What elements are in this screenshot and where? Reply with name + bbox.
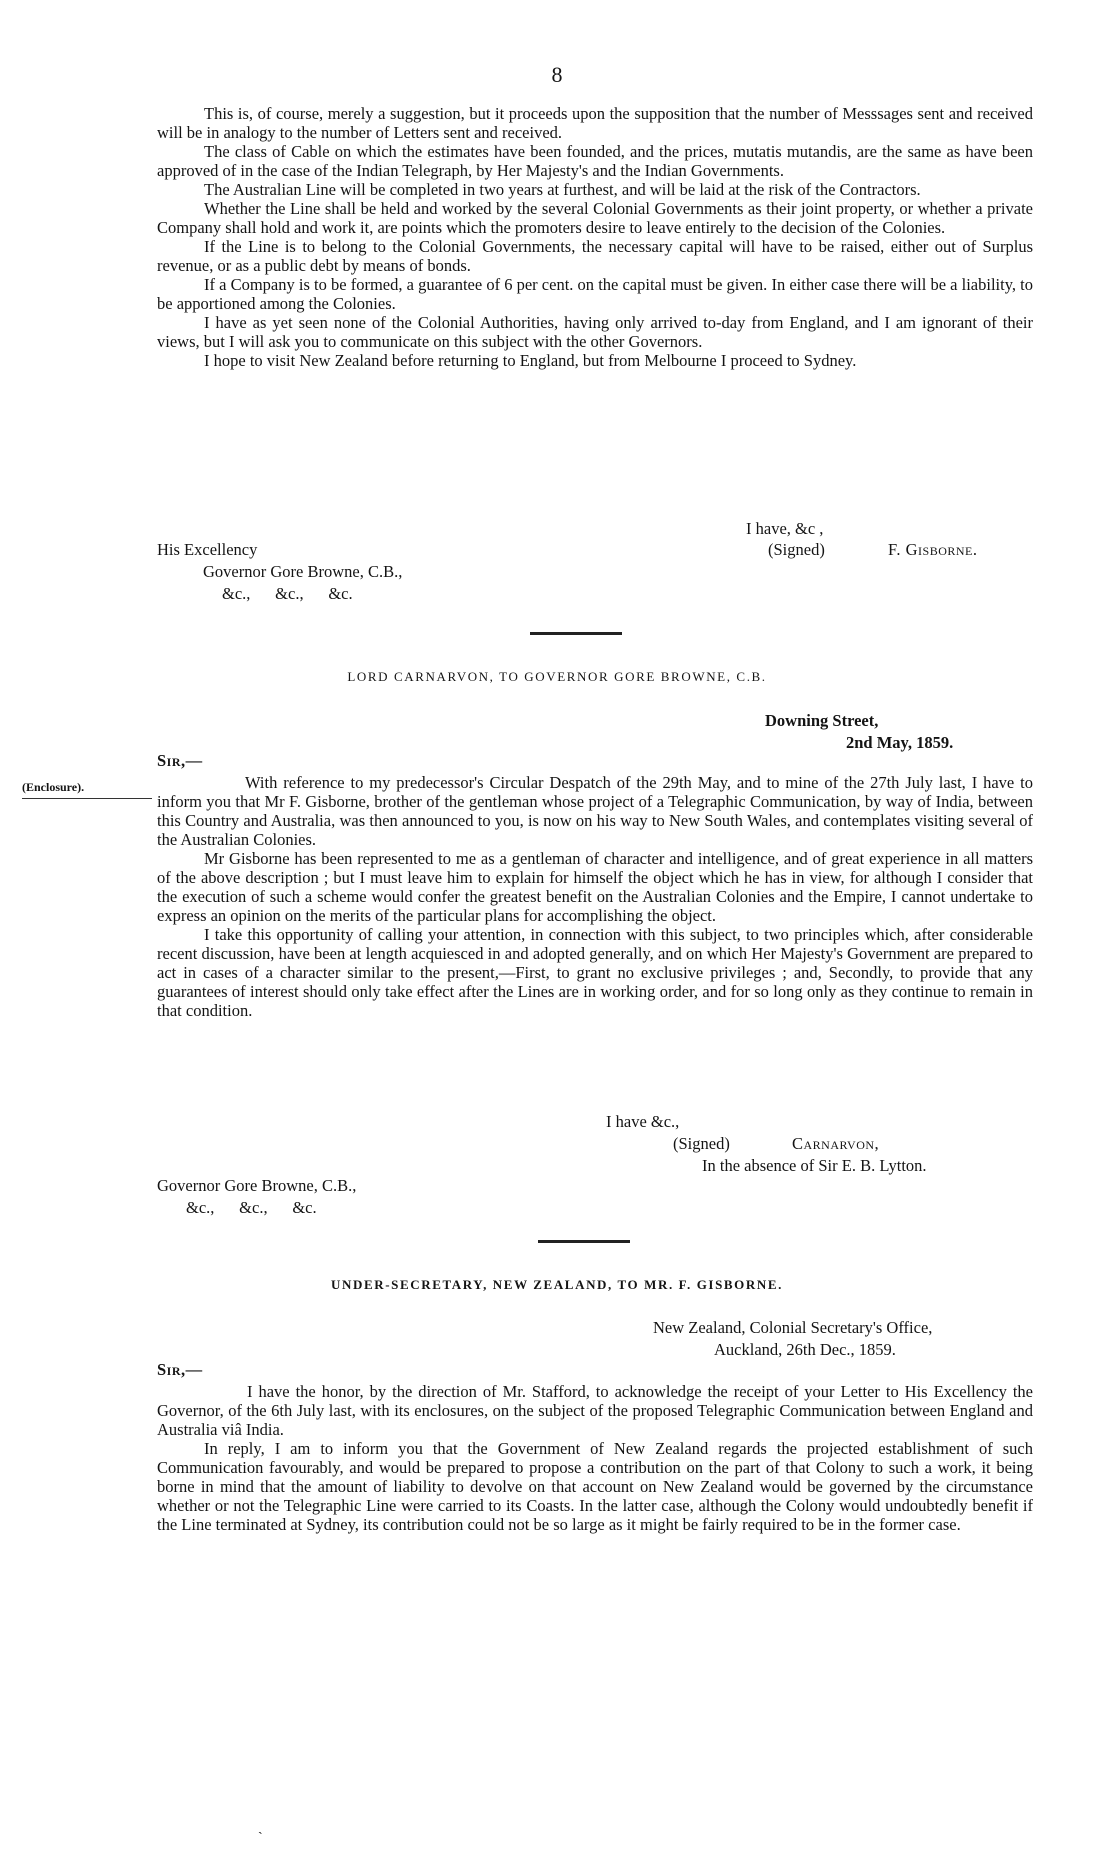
- letter1-paragraph: I hope to visit New Zealand before returning to England, but from Melbourne I proceed to Sydney.: [204, 351, 857, 370]
- letter3-heading: UNDER-SECRETARY, NEW ZEALAND, TO MR. F. GISBORNE.: [330, 1277, 783, 1292]
- letter2-addressee-etc: &c., &c., &c.: [186, 1198, 317, 1217]
- letter3-paragraph: In reply, I am to inform you that the Government of New Zealand regards the projected establishment of such Communication favourably, and would be prepared to propose a contribution on the part of that Colony to such a work, it being borne in mind that the amount of liability to devolve on that account on New Zealand would be governed by the circumstance whether or not the Telegraphic Line were carried to its Coasts. In the latter case, although the Colony would undoubtedly benefit if the Line terminated at Sydney, its contribution could not be so large as it might be fairly required to be in the former case.: [157, 1439, 1033, 1534]
- section-divider: [530, 632, 622, 635]
- section-divider: [538, 1240, 630, 1243]
- letter2-salutation: Sir,—: [157, 751, 203, 770]
- letter2-addressee-name: Governor Gore Browne, C.B.,: [157, 1176, 357, 1195]
- letter2-signer: Carnarvon,: [792, 1134, 880, 1153]
- letter2-heading: LORD CARNARVON, TO GOVERNOR GORE BROWNE, C.B.: [347, 669, 767, 684]
- letter1-paragraph: If a Company is to be formed, a guarantee of 6 per cent. on the capital must be given. In either case there will be a liability, to be apportioned among the Colonies.: [157, 275, 1033, 313]
- letter1-closing: I have, &c ,: [746, 519, 824, 538]
- letter1-signed-label: (Signed): [768, 540, 825, 559]
- letter1-paragraph: This is, of course, merely a suggestion, but it proceeds upon the supposition that the number of Messsages sent and received will be in analogy to the number of Letters sent and received.: [157, 104, 1033, 142]
- letter1-paragraph: Whether the Line shall be held and worked by the several Colonial Governments as their joint property, or whether a private Company shall hold and work it, are points which the promoters desire to leave entirely to the decision of the Colonies.: [157, 199, 1033, 237]
- letter2-paragraph: Mr Gisborne has been represented to me as a gentleman of character and intelligence, and of great experience in all matters of the above description ; but I must leave him to explain for himself the object which he has in view, for although I consider that the execution of such a scheme would confer the greatest benefit on the Australian Colonies and the Empire, I cannot undertake to express an opinion on the merits of the particular plans for accomplishing the object.: [157, 849, 1033, 925]
- letter3-paragraph: I have the honor, by the direction of Mr. Stafford, to acknowledge the receipt of your Letter to His Excellency the Governor, of the 6th July last, with its enclosures, on the subject of the proposed Telegraphic Communication between England and Australia viâ India.: [157, 1382, 1033, 1439]
- letter2-address-street: Downing Street,: [765, 711, 879, 730]
- letter3-salutation: Sir,—: [157, 1360, 203, 1379]
- letter1-paragraph: The Australian Line will be completed in two years at furthest, and will be laid at the risk of the Contractors.: [204, 180, 921, 199]
- letter1-paragraph: If the Line is to belong to the Colonial Governments, the necessary capital will have to be raised, either out of Surplus revenue, or as a public debt by means of bonds.: [157, 237, 1033, 275]
- letter3-address-date: Auckland, 26th Dec., 1859.: [714, 1340, 896, 1359]
- enclosure-margin-note: (Enclosure).: [22, 780, 85, 794]
- letter3-address-office: New Zealand, Colonial Secretary's Office,: [653, 1318, 933, 1337]
- letter1-signer: F. Gisborne.: [888, 540, 978, 559]
- enclosure-margin-rule: [22, 798, 152, 799]
- letter2-absence-note: In the absence of Sir E. B. Lytton.: [702, 1156, 927, 1175]
- letter2-closing: I have &c.,: [606, 1112, 680, 1131]
- letter3-body: [157, 1382, 1033, 1534]
- page-number: 8: [551, 62, 563, 87]
- letter2-paragraph: With reference to my predecessor's Circular Despatch of the 29th May, and to mine of the 27th July last, I have to inform you that Mr F. Gisborne, brother of the gentleman whose project of a Telegraphic Communication, by way of India, between this Country and Australia, was then announced to you, is now on his way to New South Wales, and contemplates visiting several of the Australian Colonies.: [157, 773, 1033, 849]
- letter1-addressee-name: Governor Gore Browne, C.B.,: [203, 562, 403, 581]
- letter2-address-date: 2nd May, 1859.: [846, 733, 954, 752]
- letter2-paragraph: I take this opportunity of calling your attention, in connection with this subject, to two principles which, after considerable recent discussion, have been at length acquiesced in and adopted generally, and on which Her Majesty's Government are prepared to act in cases of a character similar to the present,—First, to grant no exclusive privileges ; and, Secondly, to provide that any guarantees of interest should only take effect after the Lines are in working order, and for so long only as they continue to remain in that condition.: [157, 925, 1033, 1020]
- letter2-body: [157, 773, 1033, 1020]
- letter1-paragraph: I have as yet seen none of the Colonial Authorities, having only arrived to-day from England, and I am ignorant of their views, but I will ask you to communicate on this subject with the other Governors.: [157, 313, 1033, 351]
- letter1-paragraph: The class of Cable on which the estimates have been founded, and the prices, mutatis mutandis, are the same as have been approved of in the case of the Indian Telegraph, by Her Majesty's and the Indian Governments.: [157, 142, 1033, 180]
- letter1-addressee-etc: &c., &c., &c.: [222, 584, 353, 603]
- letter1-body: [157, 104, 1033, 370]
- letter1-addressee-title: His Excellency: [157, 540, 258, 559]
- letter2-signed-label: (Signed): [673, 1134, 730, 1153]
- stray-ink-mark: ˏ: [258, 1820, 263, 1835]
